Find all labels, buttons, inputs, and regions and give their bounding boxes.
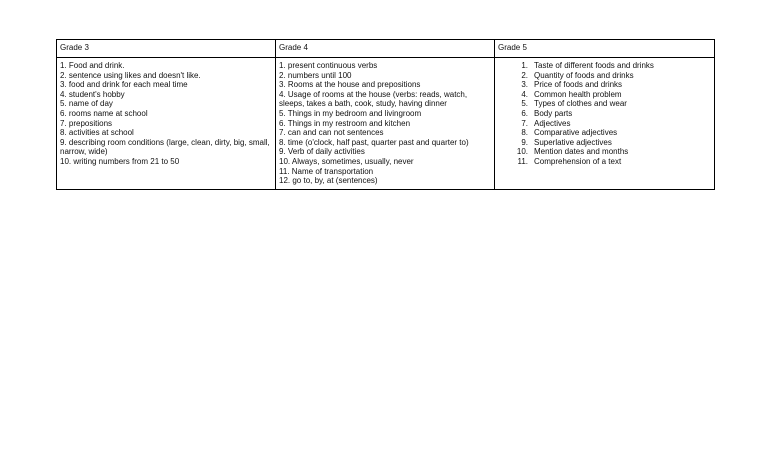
list-item-text: Comprehension of a text [534, 156, 622, 166]
header-grade-4: Grade 4 [276, 40, 495, 58]
list-item [512, 119, 710, 129]
list-item-text: Types of clothes and wear [534, 99, 627, 109]
list-item: 2. numbers until 100 [279, 70, 352, 80]
list-item: 4. student's hobby [60, 89, 125, 99]
list-item-number: 9. [521, 137, 528, 147]
list-item [512, 90, 710, 100]
list-item-number: 8. [521, 128, 528, 138]
table-body-row [57, 58, 715, 190]
list-item: 3. food and drink for each meal time [60, 80, 188, 90]
list-item: 8. activities at school [60, 128, 134, 138]
list-item: 6. rooms name at school [60, 108, 148, 118]
list-item-text: Adjectives [534, 118, 571, 128]
list-item: 4. Usage of rooms at the house (verbs: reads, watch, sleeps, takes a bath, cook, study, having dinner [279, 89, 468, 109]
list-item: 5. name of day [60, 99, 113, 109]
list-item-text: Common health problem [534, 89, 622, 99]
list-item [512, 138, 710, 148]
header-grade-3: Grade 3 [57, 40, 276, 58]
list-item: 5. Things in my bedroom and livingroom [279, 108, 422, 118]
list-item [512, 157, 710, 167]
list-item: 10. Always, sometimes, usually, never [279, 156, 414, 166]
grade-topics-table [56, 39, 715, 190]
list-item: 2. sentence using likes and doesn't like. [60, 70, 201, 80]
list-item: 7. prepositions [60, 118, 113, 128]
list-item [512, 61, 710, 71]
list-item-number: 2. [521, 70, 528, 80]
list-item-number: 1. [521, 61, 528, 70]
list-item [512, 128, 710, 138]
grade-3-topic-list [60, 61, 271, 167]
list-item [512, 99, 710, 109]
list-item: 7. can and can not sentences [279, 128, 384, 138]
list-item-number: 5. [521, 99, 528, 109]
grade-5-topics-cell [495, 58, 715, 190]
list-item-number: 11. [517, 156, 528, 166]
list-item-text: Superlative adjectives [534, 137, 612, 147]
list-item [512, 109, 710, 119]
list-item [512, 71, 710, 81]
list-item: 12. go to, by, at (sentences) [279, 176, 378, 186]
grade-4-topic-list [279, 61, 490, 186]
list-item-text: Body parts [534, 108, 573, 118]
list-item: 11. Name of transportation [279, 166, 374, 176]
list-item: 8. time (o'clock, half past, quarter past and quarter to) [279, 137, 469, 147]
table-header-row [57, 40, 715, 58]
list-item: 9. Verb of daily activities [279, 147, 365, 157]
grade-5-topic-list [498, 61, 710, 167]
list-item [512, 80, 710, 90]
header-grade-5: Grade 5 [495, 40, 715, 58]
list-item: 1. Food and drink. [60, 61, 125, 70]
list-item-number: 10. [516, 147, 528, 157]
list-item-number: 3. [521, 80, 528, 90]
list-item-text: Price of foods and drinks [534, 80, 623, 90]
list-item: 10. writing numbers from 21 to 50 [60, 156, 180, 166]
list-item-number: 6. [521, 108, 528, 118]
list-item: 9. describing room conditions (large, clean, dirty, big, small, narrow, wide) [60, 137, 270, 157]
list-item-text: Mention dates and months [534, 147, 629, 157]
list-item-text: Taste of different foods and drinks [534, 61, 654, 70]
list-item-number: 4. [521, 89, 528, 99]
list-item [512, 147, 710, 157]
list-item: 1. present continuous verbs [279, 61, 378, 70]
grade-3-topics-cell [57, 58, 276, 190]
list-item: 6. Things in my restroom and kitchen [279, 118, 411, 128]
list-item-text: Comparative adjectives [534, 128, 618, 138]
grade-4-topics-cell [276, 58, 495, 190]
list-item-text: Quantity of foods and drinks [534, 70, 634, 80]
list-item: 3. Rooms at the house and prepositions [279, 80, 421, 90]
list-item-number: 7. [521, 118, 528, 128]
